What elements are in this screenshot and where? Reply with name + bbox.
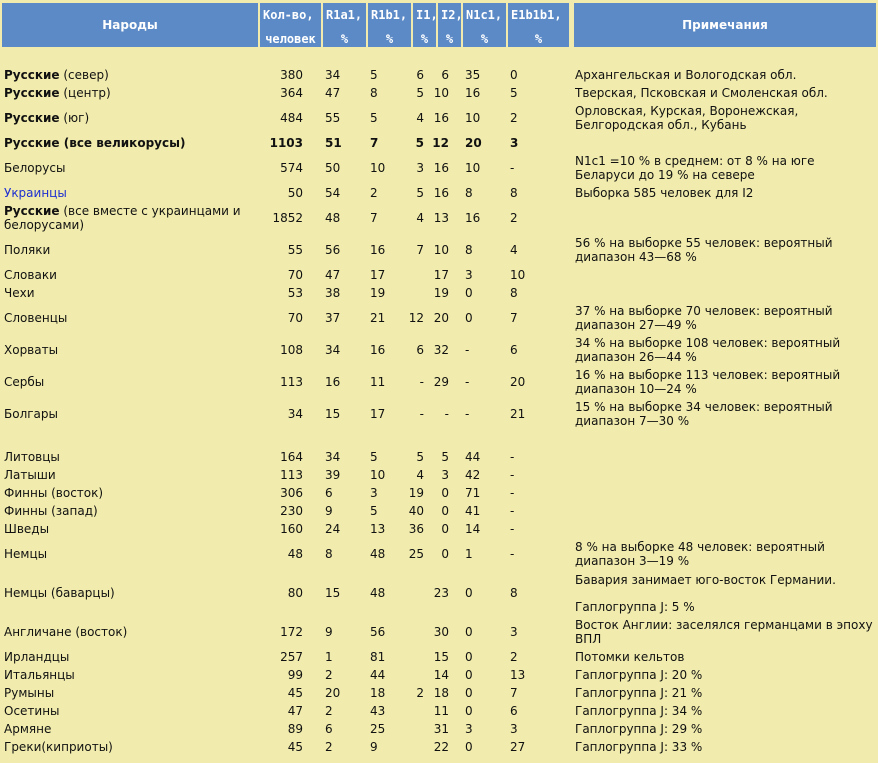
cell-count: 160 [280, 522, 303, 536]
row-name [4, 547, 47, 561]
row-name [4, 504, 98, 518]
row-name-rest: Немцы [4, 547, 48, 561]
cell-r1b1: 10 [370, 468, 386, 482]
row-name [4, 186, 67, 200]
cell-e1b1b1: 8 [510, 186, 518, 200]
cell-r1a1: 20 [325, 686, 341, 700]
cell-i1: 40 [408, 504, 424, 518]
cell-r1b1: 5 [370, 111, 378, 125]
cell-r1a1: 54 [325, 186, 341, 200]
cell-count: 55 [287, 243, 303, 257]
header-i2-label: I2, [441, 8, 463, 22]
cell-count: 34 [287, 407, 303, 421]
cell-i1: 2 [416, 686, 424, 700]
row-name [4, 740, 113, 754]
row-name-rest: Осетины [4, 704, 60, 718]
cell-i2: 3 [441, 468, 449, 482]
cell-count: 164 [280, 450, 303, 464]
cell-e1b1b1: 2 [510, 650, 518, 664]
cell-i2: 31 [433, 722, 449, 736]
row-name [4, 586, 115, 600]
row-name-rest: Армяне [4, 722, 52, 736]
header-n1c1 [463, 3, 506, 47]
cell-n1c1: 16 [465, 211, 481, 225]
cell-r1a1: 16 [325, 375, 341, 389]
row-note: Бавария занимает юго-восток Германии. [575, 573, 836, 587]
cell-r1b1: 5 [370, 68, 378, 82]
cell-n1c1: 14 [465, 522, 481, 536]
cell-e1b1b1: 20 [510, 375, 526, 389]
cell-i1: - [419, 407, 424, 421]
cell-i2: 0 [441, 504, 449, 518]
cell-e1b1b1: 6 [510, 704, 518, 718]
cell-count: 380 [280, 68, 303, 82]
cell-i1: 4 [416, 211, 424, 225]
cell-i2: 30 [433, 625, 449, 639]
cell-n1c1: - [465, 407, 470, 421]
cell-e1b1b1: - [510, 547, 515, 561]
cell-r1a1: 2 [325, 668, 333, 682]
cell-count: 53 [287, 286, 303, 300]
cell-n1c1: 0 [465, 286, 473, 300]
cell-count: 45 [287, 686, 303, 700]
cell-i2: 32 [433, 343, 449, 357]
cell-e1b1b1: 3 [510, 722, 518, 736]
cell-e1b1b1: 7 [510, 311, 518, 325]
row-name-rest: Шведы [4, 522, 50, 536]
cell-n1c1: 3 [465, 268, 473, 282]
cell-r1a1: 38 [325, 286, 341, 300]
header-i2 [438, 3, 461, 47]
row-name-rest: Ирландцы [4, 650, 70, 664]
cell-n1c1: 20 [465, 136, 482, 150]
cell-i1: 25 [408, 547, 424, 561]
cell-e1b1b1: 6 [510, 343, 518, 357]
row-name-rest: Сербы [4, 375, 45, 389]
row-note: Выборка 585 человек для I2 [575, 186, 754, 200]
row-name [4, 243, 50, 257]
cell-i2: 6 [441, 68, 449, 82]
row-name-rest: (все вместе с украинцами и белорусами) [4, 204, 241, 232]
header-r1b1-pct: % [385, 32, 394, 46]
cell-r1b1: 2 [370, 186, 378, 200]
cell-r1a1: 56 [325, 243, 341, 257]
row-note: Гаплогруппа J: 5 % [575, 600, 695, 614]
cell-i2: 10 [433, 243, 449, 257]
row-name-rest: Немцы (баварцы) [4, 586, 115, 600]
cell-i2: 23 [433, 586, 449, 600]
row-name [4, 136, 185, 150]
row-name [4, 722, 51, 736]
header-r1b1-label: R1b1, [371, 8, 408, 22]
row-note: 15 % на выборке 34 человек: вероятный диапазон 7—30 % [575, 400, 833, 428]
cell-n1c1: 0 [465, 668, 473, 682]
row-name-rest: Греки(киприоты) [4, 740, 113, 754]
header-peoples: Народы [2, 3, 258, 47]
cell-i2: 14 [433, 668, 449, 682]
row-name-bold: Русские [4, 136, 60, 150]
cell-count: 48 [287, 547, 303, 561]
row-name-rest: Латыши [4, 468, 56, 482]
cell-i1: 7 [416, 243, 424, 257]
cell-n1c1: 10 [465, 111, 481, 125]
cell-e1b1b1: 4 [510, 243, 518, 257]
header-n1c1-label: N1c1, [466, 8, 503, 22]
header-n1c1-pct: % [480, 32, 489, 46]
cell-n1c1: 0 [465, 586, 473, 600]
cell-n1c1: 71 [465, 486, 481, 500]
cell-i1: 6 [416, 68, 424, 82]
cell-n1c1: 0 [465, 650, 473, 664]
cell-n1c1: 3 [465, 722, 473, 736]
row-note: Орловская, Курская, Воронежская, Белгородская обл., Кубань [575, 104, 799, 132]
cell-r1a1: 15 [325, 407, 341, 421]
cell-count: 113 [280, 375, 303, 389]
cell-count: 70 [287, 268, 303, 282]
row-note: 8 % на выборке 48 человек: вероятный диапазон 3—19 % [575, 540, 825, 568]
row-name-rest: Чехи [4, 286, 35, 300]
cell-r1b1: 13 [370, 522, 386, 536]
row-name-bold: все [69, 136, 93, 150]
header-i1-pct: % [420, 32, 429, 46]
cell-i1: 36 [408, 522, 424, 536]
row-name [4, 625, 127, 639]
cell-i2: 10 [433, 86, 449, 100]
cell-e1b1b1: - [510, 504, 515, 518]
cell-i2: 0 [441, 486, 449, 500]
cell-n1c1: 1 [465, 547, 473, 561]
row-name-rest: (север) [59, 68, 109, 82]
row-name-rest: Англичане (восток) [4, 625, 128, 639]
cell-i1: - [419, 375, 424, 389]
row-note: N1c1 =10 % в среднем: от 8 % на юге Беларуси до 19 % на севере [575, 154, 815, 182]
cell-i2: 16 [433, 161, 449, 175]
cell-e1b1b1: 3 [510, 136, 519, 150]
cell-n1c1: 16 [465, 86, 481, 100]
header-e1b1b1 [508, 3, 569, 47]
cell-i1: 5 [415, 136, 424, 150]
row-note: Тверская, Псковская и Смоленская обл. [575, 86, 828, 100]
cell-r1b1: 17 [370, 407, 386, 421]
cell-e1b1b1: 7 [510, 686, 518, 700]
row-name [4, 311, 67, 325]
cell-r1b1: 81 [370, 650, 386, 664]
cell-count: 1103 [269, 136, 303, 150]
cell-i2: 17 [433, 268, 449, 282]
cell-count: 574 [280, 161, 303, 175]
cell-r1a1: 2 [325, 704, 333, 718]
cell-i1: 4 [416, 468, 424, 482]
cell-count: 230 [280, 504, 303, 518]
cell-n1c1: 44 [465, 450, 481, 464]
header-count-line2: человек [265, 32, 316, 46]
cell-count: 47 [287, 704, 303, 718]
cell-e1b1b1: 3 [510, 625, 518, 639]
cell-r1b1: 9 [370, 740, 378, 754]
cell-count: 50 [287, 186, 303, 200]
cell-r1a1: 2 [325, 740, 333, 754]
cell-e1b1b1: 2 [510, 111, 518, 125]
cell-i2: 19 [433, 286, 449, 300]
cell-r1b1: 48 [370, 586, 386, 600]
cell-i2: 29 [433, 375, 449, 389]
header-i1-label: I1, [416, 8, 438, 22]
cell-count: 306 [280, 486, 303, 500]
cell-r1b1: 3 [370, 486, 378, 500]
cell-r1a1: 51 [325, 136, 342, 150]
cell-r1b1: 56 [370, 625, 386, 639]
row-name-rest: Румыны [4, 686, 55, 700]
cell-e1b1b1: 8 [510, 586, 518, 600]
header-r1a1-label: R1a1, [326, 8, 363, 22]
row-note: 37 % на выборке 70 человек: вероятный диапазон 27—49 % [575, 304, 833, 332]
row-name-rest: Итальянцы [4, 668, 75, 682]
row-name-rest: Словаки [4, 268, 57, 282]
cell-count: 80 [287, 586, 303, 600]
cell-count: 257 [280, 650, 303, 664]
cell-r1a1: 6 [325, 722, 333, 736]
cell-n1c1: 8 [465, 186, 473, 200]
cell-r1b1: 21 [370, 311, 386, 325]
cell-r1a1: 24 [325, 522, 341, 536]
cell-r1b1: 11 [370, 375, 386, 389]
row-name [4, 650, 69, 664]
cell-r1b1: 17 [370, 268, 386, 282]
cell-e1b1b1: 0 [510, 68, 518, 82]
cell-e1b1b1: 10 [510, 268, 526, 282]
cell-i2: 5 [441, 450, 449, 464]
cell-r1b1: 10 [370, 161, 386, 175]
cell-n1c1: - [465, 343, 470, 357]
row-name [4, 204, 254, 232]
cell-n1c1: 10 [465, 161, 481, 175]
row-name [4, 668, 75, 682]
cell-i1: 19 [408, 486, 424, 500]
cell-n1c1: 0 [465, 740, 473, 754]
row-note: Гаплогруппа J: 33 % [575, 740, 703, 754]
cell-n1c1: - [465, 375, 470, 389]
row-name [4, 161, 65, 175]
row-name-rest: Белорусы [4, 161, 66, 175]
cell-e1b1b1: 21 [510, 407, 526, 421]
cell-i1: 12 [408, 311, 424, 325]
cell-count: 89 [287, 722, 303, 736]
cell-count: 108 [280, 343, 303, 357]
row-note: Гаплогруппа J: 20 % [575, 668, 703, 682]
cell-i2: 0 [441, 547, 449, 561]
cell-e1b1b1: - [510, 161, 515, 175]
row-name-bold: Русские [4, 68, 60, 82]
row-note: Гаплогруппа J: 29 % [575, 722, 703, 736]
cell-r1b1: 5 [370, 450, 378, 464]
cell-e1b1b1: 13 [510, 668, 526, 682]
row-note: 56 % на выборке 55 человек: вероятный диапазон 43—68 % [575, 236, 833, 264]
cell-i1: 5 [416, 186, 424, 200]
cell-r1a1: 34 [325, 343, 341, 357]
row-name-rest: ( [59, 136, 70, 150]
cell-r1a1: 47 [325, 86, 341, 100]
header-i2-pct: % [445, 32, 454, 46]
header-r1a1-pct: % [340, 32, 349, 46]
row-name [4, 375, 44, 389]
cell-r1a1: 48 [325, 211, 341, 225]
cell-e1b1b1: - [510, 468, 515, 482]
row-note: 34 % на выборке 108 человек: вероятный диапазон 26—44 % [575, 336, 841, 364]
row-note: 16 % на выборке 113 человек: вероятный диапазон 10—24 % [575, 368, 841, 396]
header-count-line1: Кол-во, [263, 8, 314, 22]
cell-r1a1: 8 [325, 547, 333, 561]
row-name-rest: великорусы) [92, 136, 186, 150]
row-name-rest: Поляки [4, 243, 51, 257]
cell-count: 172 [280, 625, 303, 639]
row-name [4, 407, 58, 421]
cell-i2: 0 [441, 522, 449, 536]
cell-e1b1b1: - [510, 522, 515, 536]
row-name-rest: (юг) [59, 111, 90, 125]
cell-i2: 20 [433, 311, 449, 325]
header-r1b1 [368, 3, 411, 47]
row-name-rest: Финны (восток) [4, 486, 104, 500]
cell-i2: - [444, 407, 449, 421]
cell-r1b1: 7 [370, 211, 378, 225]
header-notes: Примечания [574, 3, 876, 47]
cell-e1b1b1: 2 [510, 211, 518, 225]
cell-i2: 16 [433, 186, 449, 200]
cell-e1b1b1: 5 [510, 86, 518, 100]
cell-n1c1: 42 [465, 468, 481, 482]
row-name-rest: Финны (запад) [4, 504, 98, 518]
row-name-bold: Русские [4, 111, 60, 125]
cell-i2: 13 [433, 211, 449, 225]
row-name-rest: Литовцы [4, 450, 60, 464]
cell-i1: 5 [416, 86, 424, 100]
cell-r1b1: 16 [370, 343, 386, 357]
cell-r1b1: 48 [370, 547, 386, 561]
cell-i1: 5 [416, 450, 424, 464]
row-name-rest: Хорваты [4, 343, 59, 357]
cell-count: 99 [287, 668, 303, 682]
cell-e1b1b1: - [510, 450, 515, 464]
cell-i2: 16 [433, 111, 449, 125]
row-note: Гаплогруппа J: 34 % [575, 704, 703, 718]
cell-n1c1: 0 [465, 686, 473, 700]
row-note: Гаплогруппа J: 21 % [575, 686, 703, 700]
row-name [4, 86, 111, 100]
cell-i2: 18 [433, 686, 449, 700]
cell-i2: 11 [433, 704, 449, 718]
cell-e1b1b1: - [510, 486, 515, 500]
cell-count: 364 [280, 86, 303, 100]
cell-r1b1: 8 [370, 86, 378, 100]
cell-i1: 6 [416, 343, 424, 357]
row-name [4, 704, 60, 718]
cell-r1a1: 15 [325, 586, 341, 600]
cell-count: 45 [287, 740, 303, 754]
cell-e1b1b1: 27 [510, 740, 526, 754]
row-name [4, 343, 58, 357]
cell-r1a1: 9 [325, 504, 333, 518]
cell-count: 1852 [272, 211, 303, 225]
row-name [4, 468, 56, 482]
cell-n1c1: 0 [465, 704, 473, 718]
cell-r1b1: 44 [370, 668, 386, 682]
header-e1b1b1-pct: % [534, 32, 543, 46]
cell-r1b1: 7 [370, 136, 379, 150]
cell-r1a1: 55 [325, 111, 341, 125]
cell-i1: 3 [416, 161, 424, 175]
row-name-rest: Словенцы [4, 311, 68, 325]
cell-r1a1: 50 [325, 161, 341, 175]
header-r1a1 [323, 3, 366, 47]
cell-n1c1: 41 [465, 504, 481, 518]
cell-i1: 4 [416, 111, 424, 125]
cell-r1a1: 34 [325, 450, 341, 464]
cell-r1b1: 16 [370, 243, 386, 257]
cell-i2: 22 [433, 740, 449, 754]
row-name-bold: Русские [4, 204, 60, 218]
cell-n1c1: 0 [465, 311, 473, 325]
row-name [4, 522, 49, 536]
row-note: Потомки кельтов [575, 650, 685, 664]
cell-r1a1: 39 [325, 468, 341, 482]
cell-r1b1: 19 [370, 286, 386, 300]
cell-r1a1: 34 [325, 68, 341, 82]
cell-count: 70 [287, 311, 303, 325]
row-name [4, 686, 54, 700]
header-count [260, 3, 321, 47]
row-name-rest: (центр) [59, 86, 111, 100]
row-name [4, 111, 89, 125]
row-name [4, 286, 35, 300]
cell-r1b1: 18 [370, 686, 386, 700]
cell-count: 484 [280, 111, 303, 125]
cell-r1a1: 37 [325, 311, 341, 325]
cell-r1a1: 9 [325, 625, 333, 639]
row-name-rest: Болгары [4, 407, 58, 421]
cell-i2: 12 [432, 136, 449, 150]
cell-r1a1: 1 [325, 650, 333, 664]
cell-n1c1: 0 [465, 625, 473, 639]
row-name-bold: Русские [4, 86, 60, 100]
cell-count: 113 [280, 468, 303, 482]
header-i1 [413, 3, 436, 47]
row-name [4, 486, 103, 500]
cell-i2: 15 [433, 650, 449, 664]
row-name [4, 68, 109, 82]
row-name-rest: Украинцы [4, 186, 67, 200]
row-note: Архангельская и Вологодская обл. [575, 68, 797, 82]
cell-e1b1b1: 8 [510, 286, 518, 300]
row-name [4, 450, 60, 464]
row-name [4, 268, 57, 282]
cell-r1b1: 43 [370, 704, 386, 718]
cell-r1b1: 5 [370, 504, 378, 518]
cell-r1a1: 47 [325, 268, 341, 282]
cell-n1c1: 35 [465, 68, 481, 82]
cell-r1b1: 25 [370, 722, 386, 736]
cell-n1c1: 8 [465, 243, 473, 257]
row-note: Восток Англии: заселялся германцами в эпоху ВПЛ [575, 618, 873, 646]
header-e1b1b1-label: E1b1b1, [511, 8, 562, 22]
cell-r1a1: 6 [325, 486, 333, 500]
